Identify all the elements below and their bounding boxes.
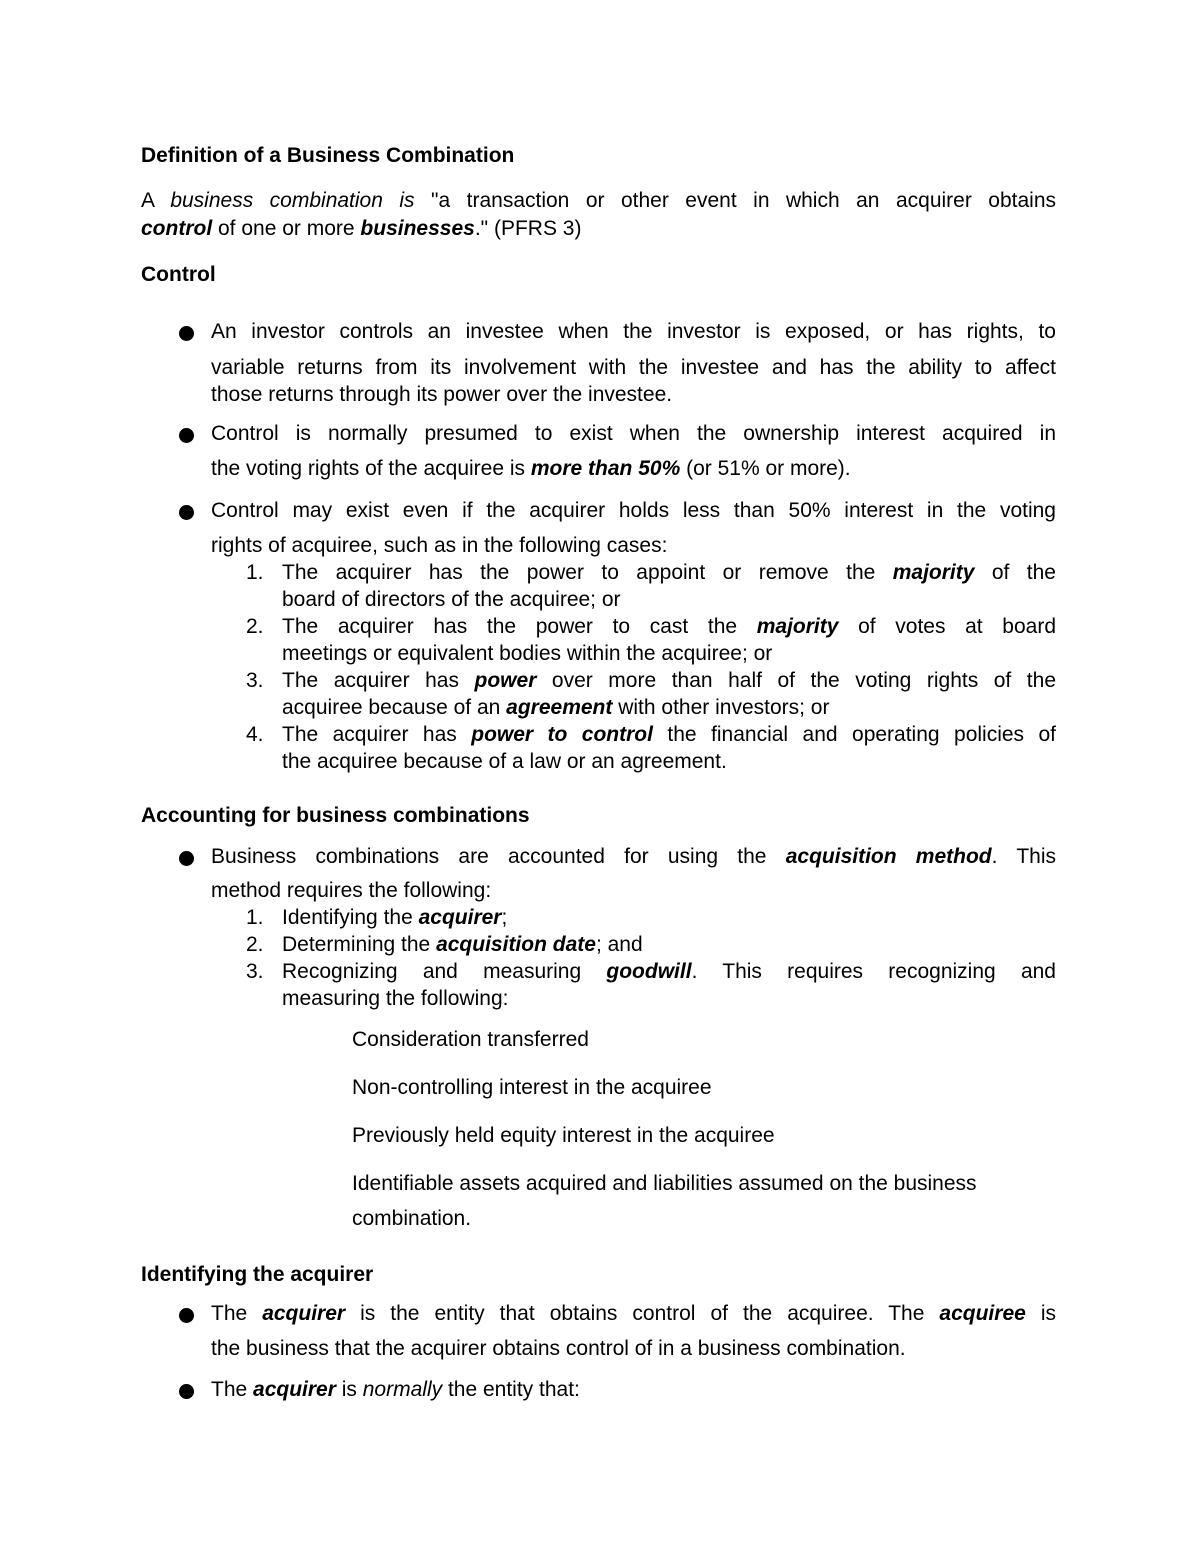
text: The (211, 1378, 254, 1401)
list-number: 2. (246, 933, 264, 956)
term-acquiree: acquiree (939, 1302, 1026, 1325)
list-number: 1. (246, 561, 264, 584)
control-bullet-3-line-1: Control may exist even if the acquirer holds less than 50% interest in the voting (211, 499, 1056, 522)
text: is the entity that obtains control of the acquiree. The (345, 1302, 940, 1325)
list-number: 1. (246, 906, 264, 929)
case-3-line-2 (282, 695, 829, 721)
text: The acquirer has (282, 723, 472, 746)
term-acquisition-date: acquisition date (436, 933, 596, 956)
case-3-line-1 (282, 668, 1056, 694)
bullet-icon (179, 326, 194, 341)
bullet-icon (179, 1384, 194, 1399)
list-number: 3. (246, 960, 264, 983)
text: of votes at board (838, 615, 1056, 638)
step-2 (282, 932, 643, 958)
accounting-bullet-1-line-2: method requires the following: (211, 879, 492, 902)
control-bullet-1-line-3: those returns through its power over the investee. (211, 383, 673, 406)
text: over more than half of the voting rights of the (536, 669, 1056, 692)
term-majority: majority (756, 615, 839, 638)
term-normally: normally (362, 1378, 443, 1401)
text: A (141, 189, 171, 212)
goodwill-item-continued: combination. (352, 1207, 472, 1230)
text: ; and (595, 933, 643, 956)
identifying-bullet-2 (211, 1377, 580, 1403)
term-acquirer: acquirer (418, 906, 502, 929)
case-1-line-2: board of directors of the acquiree; or (282, 588, 621, 611)
step-3-line-2: measuring the following: (282, 987, 509, 1010)
bullet-icon (179, 1308, 194, 1323)
step-3-line-1 (282, 959, 1056, 985)
text: is (335, 1378, 363, 1401)
text: ." (PFRS 3) (474, 217, 582, 240)
text: Identifying the (282, 906, 419, 929)
text: "a transaction or other event in which an acquirer obtains (414, 189, 1057, 212)
case-4-line-2: the acquiree because of a law or an agreement. (282, 750, 727, 773)
list-number: 2. (246, 615, 264, 638)
text: of one or more (212, 217, 361, 240)
case-2-line-1 (282, 614, 1056, 640)
text: the entity that: (442, 1378, 580, 1401)
goodwill-item: Previously held equity interest in the acquiree (352, 1124, 775, 1147)
section-heading-control: Control (141, 263, 216, 286)
accounting-bullet-1-line-1 (211, 844, 1056, 870)
bullet-icon (179, 428, 194, 443)
term-majority: majority (892, 561, 975, 584)
bullet-icon (179, 505, 194, 520)
control-bullet-1-line-1: An investor controls an investee when the investor is exposed, or has rights, to (211, 320, 1056, 343)
goodwill-item: Non-controlling interest in the acquiree (352, 1076, 712, 1099)
definition-line-2 (141, 216, 581, 242)
text: . This (991, 845, 1056, 868)
identifying-bullet-1-line-2: the business that the acquirer obtains control of in a business combination. (211, 1337, 906, 1360)
section-heading-identifying: Identifying the acquirer (141, 1263, 374, 1286)
term-agreement: agreement (506, 696, 613, 719)
text: is (1025, 1302, 1056, 1325)
control-bullet-1-line-2: variable returns from its involvement with the investee and has the ability to affect (211, 356, 1056, 379)
text: of the (974, 561, 1056, 584)
text: Recognizing and measuring (282, 960, 607, 983)
text: The acquirer has the power to appoint or remove the (282, 561, 893, 584)
control-bullet-2-line-1: Control is normally presumed to exist when the ownership interest acquired in (211, 422, 1056, 445)
section-heading-accounting: Accounting for business combinations (141, 804, 530, 827)
term-goodwill: goodwill (606, 960, 692, 983)
goodwill-item: Identifiable assets acquired and liabilities assumed on the business (352, 1172, 977, 1195)
text: Business combinations are accounted for using the (211, 845, 786, 868)
text: acquiree because of an (282, 696, 507, 719)
term-control: control (141, 217, 213, 240)
text: with other investors; or (612, 696, 830, 719)
text: Determining the (282, 933, 437, 956)
step-1 (282, 905, 507, 931)
text: The (211, 1302, 263, 1325)
text: the financial and operating policies of (652, 723, 1057, 746)
term-more-than-50: more than 50% (530, 457, 681, 480)
identifying-bullet-1-line-1 (211, 1301, 1056, 1327)
section-heading-definition: Definition of a Business Combination (141, 144, 515, 167)
definition-line-1 (141, 188, 1056, 214)
case-4-line-1 (282, 722, 1056, 748)
list-number: 3. (246, 669, 264, 692)
list-number: 4. (246, 723, 264, 746)
term-acquirer: acquirer (262, 1302, 346, 1325)
term-acquirer: acquirer (253, 1378, 336, 1401)
term-italic: business combination is (170, 189, 415, 212)
text: The acquirer has (282, 669, 475, 692)
goodwill-item: Consideration transferred (352, 1028, 589, 1051)
text: . This requires recognizing and (691, 960, 1056, 983)
term-businesses: businesses (360, 217, 475, 240)
text: (or 51% or more). (680, 457, 851, 480)
text: ; (501, 906, 508, 929)
case-2-line-2: meetings or equivalent bodies within the acquiree; or (282, 642, 773, 665)
control-bullet-3-line-2: rights of acquiree, such as in the following cases: (211, 534, 668, 557)
bullet-icon (179, 851, 194, 866)
term-acquisition-method: acquisition method (785, 845, 992, 868)
term-power-to-control: power to control (471, 723, 653, 746)
case-1-line-1 (282, 560, 1056, 586)
term-power: power (474, 669, 537, 692)
text: the voting rights of the acquiree is (211, 457, 531, 480)
control-bullet-2-line-2 (211, 456, 851, 482)
text: The acquirer has the power to cast the (282, 615, 757, 638)
